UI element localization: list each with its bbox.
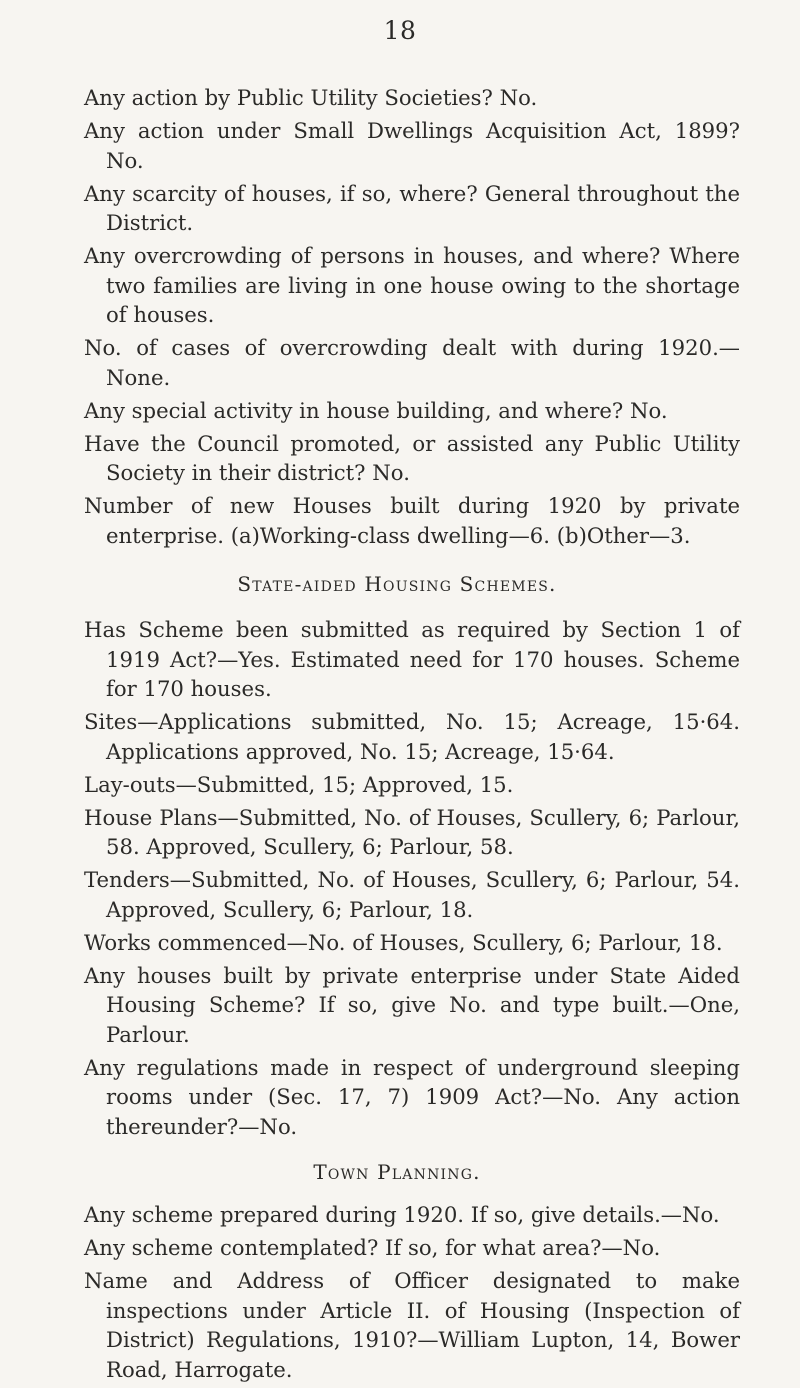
entry-underground-rooms-regulations: Any regulations made in respect of underground sleeping rooms under (Sec. 17, 7) 1909 Act?—No. Any action thereunder?—No. <box>84 1054 740 1139</box>
entry-scheme-prepared: Any scheme prepared during 1920. If so, give details.—No. <box>84 1202 720 1227</box>
entry-works-commenced: Works commenced—No. of Houses, Scullery, 6; Parlour, 18. <box>84 929 723 955</box>
entry-council-promoted-society: Have the Council promoted, or assisted any Public Utility Society in their district? No. <box>84 430 740 485</box>
entry-lay-outs: Lay-outs—Submitted, 15; Approved, 15. <box>84 771 514 797</box>
entry-overcrowding: Any overcrowding of persons in houses, and where? Where two families are living in one house owing to the shortage of houses. <box>84 243 740 327</box>
entry-house-plans: House Plans—Submitted, No. of Houses, Scullery, 6; Parlour, 58. Approved, Scullery, 6; Parlour, 58. <box>84 804 740 859</box>
entry-overcrowding-cases: No. of cases of overcrowding dealt with during 1920.—None. <box>84 335 740 390</box>
section-heading-town-planning: Town Planning. <box>313 1160 481 1184</box>
entry-new-houses-built: Number of new Houses built during 1920 by private enterprise. (a)Working-class dwelling—6. (b)Other—3. <box>84 493 740 548</box>
entry-small-dwellings-act: Any action under Small Dwellings Acquisition Act, 1899? No. <box>84 118 740 173</box>
entry-scarcity-of-houses: Any scarcity of houses, if so, where? General throughout the District. <box>84 180 740 235</box>
entry-scheme-submitted: Has Scheme been submitted as required by Section 1 of 1919 Act?—Yes. Estimated need for 170 houses. Scheme for 170 houses. <box>84 617 740 701</box>
entry-public-utility-action: Any action by Public Utility Societies? No. <box>84 85 538 110</box>
entry-scheme-contemplated: Any scheme contemplated? If so, for what area?—No. <box>84 1235 661 1260</box>
entry-tenders: Tenders—Submitted, No. of Houses, Scullery, 6; Parlour, 54. Approved, Scullery, 6; Parlour, 18. <box>84 867 740 922</box>
page-number: 18 <box>383 16 417 45</box>
section-heading-state-aided-housing: State-aided Housing Schemes. <box>237 572 557 596</box>
entry-designated-officer: Name and Address of Officer designated to make inspections under Article II. of Housing (Inspection of District) Regulations, 1910?—William Lupton, 14, Bower Road, Harrogate. <box>84 1268 740 1382</box>
entry-sites: Sites—Applications submitted, No. 15; Acreage, 15·64. Applications approved, No. 15; Acreage, 15·64. <box>84 709 740 764</box>
entry-private-enterprise-state-aided: Any houses built by private enterprise under State Aided Housing Scheme? If so, give No. and type built.—One, Parlour. <box>84 962 740 1047</box>
entry-house-building-activity: Any special activity in house building, and where? No. <box>84 397 668 423</box>
page-content <box>84 83 740 1388</box>
